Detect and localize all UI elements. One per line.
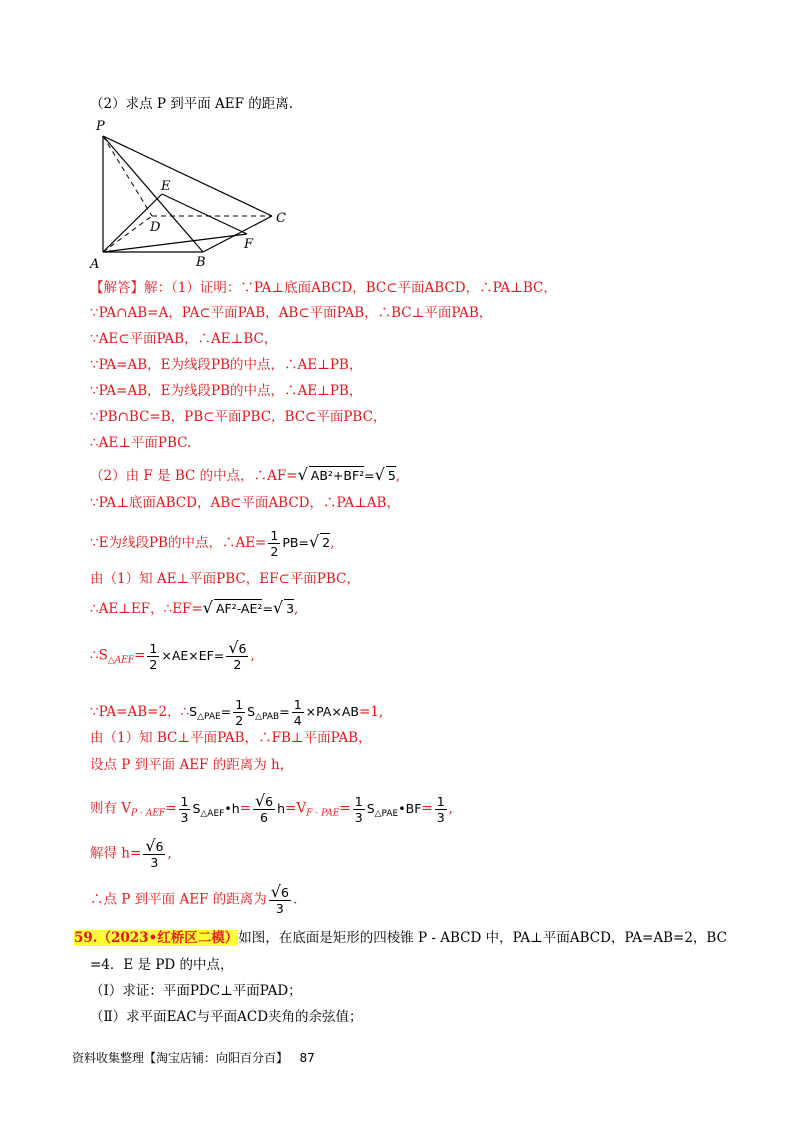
answer-line-19: ∴点 P 到平面 AEF 的距离为 $\frac{√6}{3}$ . xyxy=(90,882,298,916)
answer-line-3: ∵AE⊂平面PAB，∴AE⊥BC， xyxy=(90,331,278,347)
label-C: C xyxy=(276,211,286,226)
answer-line-13: $\therefore S_{\triangle AEF}=$ $\frac{1}{2}$ ×AE×EF= $\frac{√6}{2}$ , xyxy=(90,638,255,672)
problem-number-badge: 59.（2023•红桥区二模） xyxy=(74,930,239,946)
answer-line-6: ∵PB∩BC=B，PB⊂平面PBC，BC⊂平面PBC， xyxy=(90,409,387,425)
answer-line-10: ∵E为线段PB的中点，∴AE= $\frac{1}{2}$ PB=√ 2, xyxy=(90,528,335,559)
label-F: F xyxy=(244,237,254,252)
label-P: P xyxy=(96,119,105,134)
label-D: D xyxy=(150,220,161,235)
edge-PC xyxy=(103,136,272,216)
label-A: A xyxy=(90,257,100,272)
problem-59-part-1: （Ⅰ）求证：平面PDC⊥平面PAD； xyxy=(90,983,302,999)
page-footer xyxy=(72,1049,315,1066)
question-part-2: （2）求点 P 到平面 AEF 的距离. xyxy=(90,96,294,112)
footer-text: 资料收集整理【淘宝店铺：向阳百分百】 xyxy=(72,1051,289,1065)
edge-EF xyxy=(162,194,247,234)
answer-line-14: ∵PA=AB=2，$\therefore S_{\triangle PAE}=$ $\frac{1}{2}$ $S_{\triangle PAB}=$ $\frac{1}{4}$ ×PA×AB=1, xyxy=(90,697,384,728)
answer-line-8: （2）由 F 是 BC 的中点，∴AF=√ AB²+BF²=√ 5, xyxy=(90,465,401,484)
answer-line-17: 则有 $V_{P - AEF}=$ $\frac{1}{3}$ $S_{\triangle AEF}•h=$ $\frac{√6}{6}$ $h=V_{F - PAE}=$ $\frac{1}{3}$ $S_{\triangle PAE}•BF=$ $\frac{1}{3}$ , xyxy=(90,791,453,825)
answer-line-2: ∵PA∩AB=A，PA⊂平面PAB，AB⊂平面PAB，∴BC⊥平面PAB， xyxy=(90,305,493,321)
page-number: 87 xyxy=(299,1051,315,1065)
edge-BC xyxy=(203,216,272,252)
answer-line-11: 由（1）知 AE⊥平面PBC，EF⊂平面PBC， xyxy=(90,571,360,587)
label-B: B xyxy=(196,255,206,270)
edge-AF xyxy=(103,234,247,252)
label-E: E xyxy=(161,179,171,194)
problem-59-line-1: 59.（2023•红桥区二模）如图，在底面是矩形的四棱锥 P - ABCD 中，PA⊥平面ABCD，PA=AB=2，BC xyxy=(74,930,727,946)
answer-line-1: 【解答】解：（1）证明：∵PA⊥底面ABCD，BC⊂平面ABCD，∴PA⊥BC， xyxy=(90,280,557,296)
answer-line-5: ∵PA=AB，E为线段PB的中点，∴AE⊥PB， xyxy=(90,383,363,399)
answer-line-15: 由（1）知 BC⊥平面PAB，∴FB⊥平面PAB， xyxy=(90,730,372,746)
answer-line-18: 解得 h= $\frac{√6}{3}$ , xyxy=(90,836,172,870)
answer-line-9: ∵PA⊥底面ABCD，AB⊂平面ABCD，∴PA⊥AB， xyxy=(90,495,400,511)
answer-line-7: ∴AE⊥平面PBC. xyxy=(90,435,192,451)
answer-line-12: ∴AE⊥EF，∴EF=√ AF²-AE²=√ 3, xyxy=(90,598,299,617)
pyramid-figure xyxy=(86,116,296,276)
answer-line-4: ∵PA=AB，E为线段PB的中点，∴AE⊥PB， xyxy=(90,357,363,373)
problem-59-line-2: =4．E 是 PD 的中点， xyxy=(90,957,234,973)
problem-59-part-2: （Ⅱ）求平面EAC与平面ACD夹角的余弦值； xyxy=(90,1009,363,1025)
answer-line-16: 设点 P 到平面 AEF 的距离为 h， xyxy=(90,757,294,773)
